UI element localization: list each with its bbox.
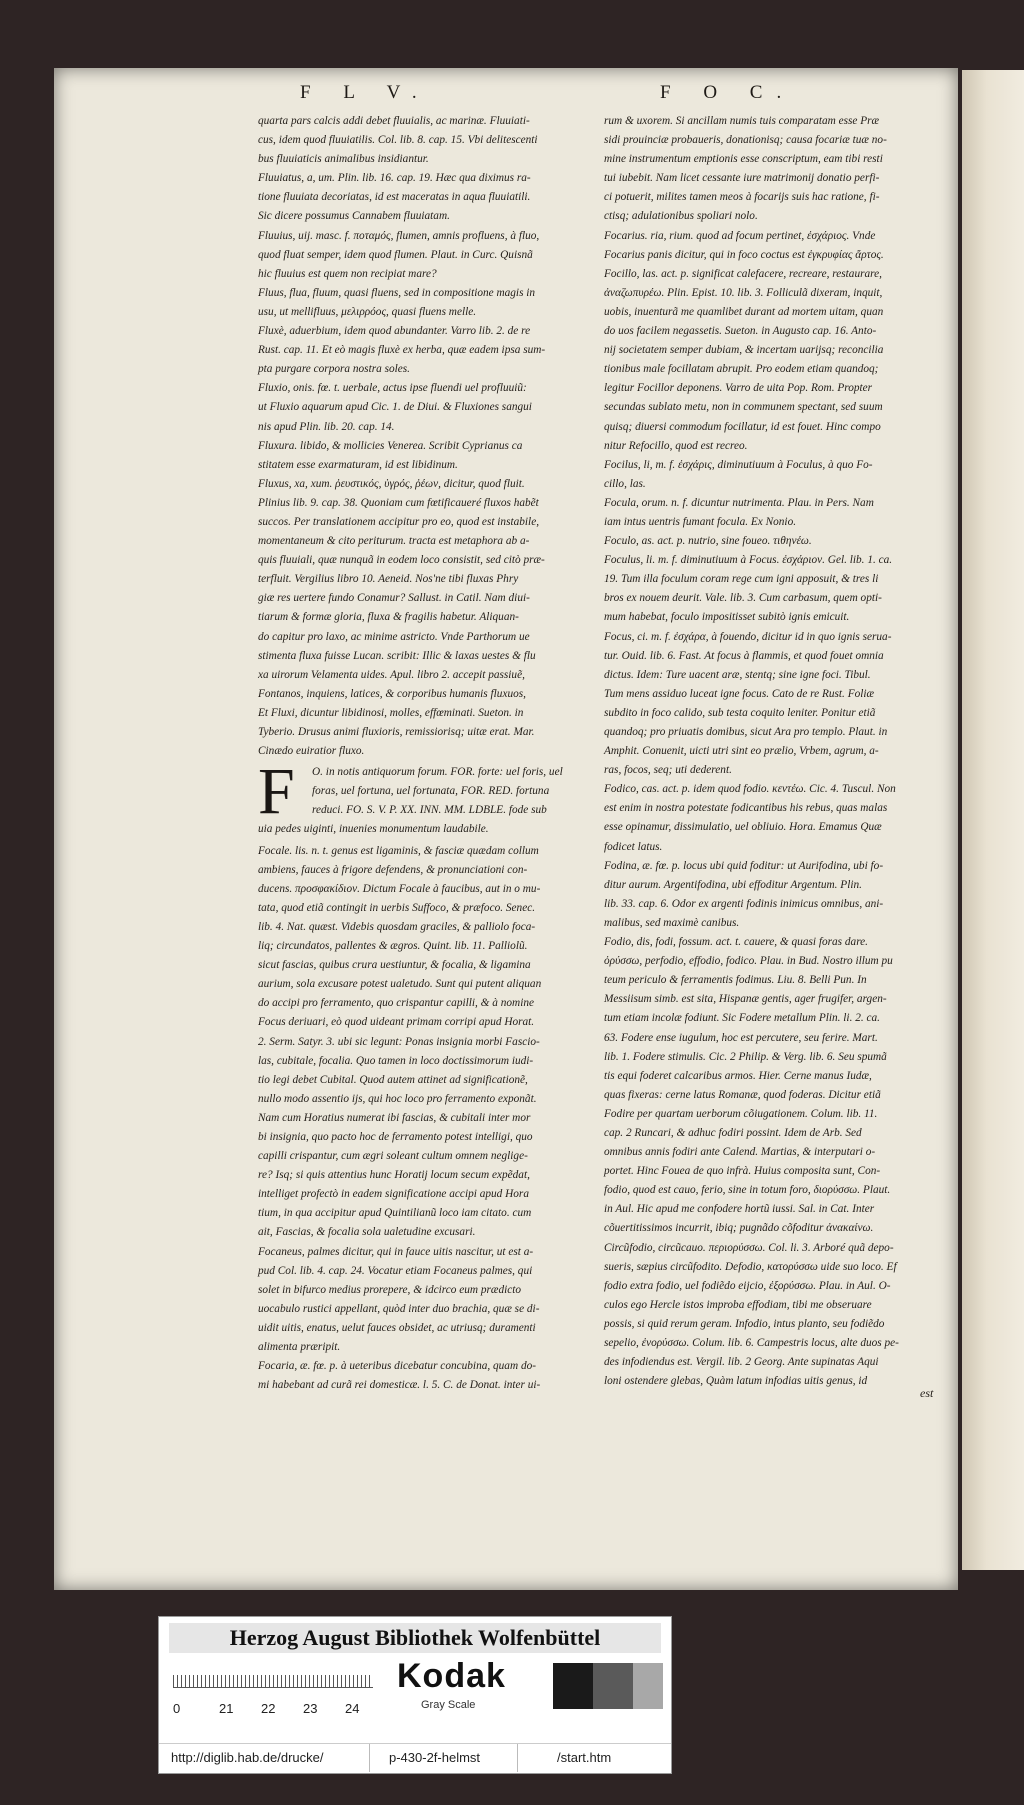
text-line: ait, Fascias, & focalia sola ualetudine excusari. [258,1226,476,1239]
text-line: mi habebant ad curã rei domesticæ. l. 5. C. de Donat. inter ui- [258,1379,541,1392]
text-line: Focus deriuari, eò quod uideant primam corripi apud Horat. [258,1016,535,1029]
text-line: quis fluuiali, quæ nunquã in eodem loco consistit, sed citò præ- [258,554,545,567]
text-line: ras, focos, seq; uti dederent. [604,764,732,777]
text-line: uia pedes uiginti, inuenies monumentum laudabile. [258,823,489,836]
text-line: intelliget profectò in eadem significatione accipi apud Hora [258,1188,529,1201]
text-line: Fluxè, aduerbium, idem quod abundanter. Varro lib. 2. de re [258,325,531,338]
shelfmark: p-430-2f-helmst [389,1750,481,1765]
initial-f-block [258,755,620,839]
drop-cap-initial: F [258,755,295,829]
text-line: pud Col. lib. 4. cap. 24. Vocatur etiam Focaneus palmes, qui [258,1264,533,1277]
text-line: Circũfodio, circũcauo. περιορύσσω. Col. li. 3. Arboré quã depo- [604,1241,894,1254]
footer-divider [369,1744,370,1772]
text-line: ducens. προσφακίδιον. Dictum Focale à faucibus, aut in o mu- [258,882,541,895]
card-footer [159,1743,671,1772]
text-line: xa uirorum Velamenta uides. Apul. libro 2. accepit passiuẽ, [258,668,525,681]
text-line: possis, si quid rerum geram. Infodio, intus planto, seu fodiẽdo [604,1317,885,1330]
scale-ruler [173,1661,373,1688]
text-line: tio legi debet Cubital. Quod autem attinet ad significationẽ, [258,1073,528,1086]
text-line: usu, ut mellifluus, μελιρρόος, quasi fluens melle. [258,305,477,318]
text-line: Fluxus, xa, xum. ῥευστικός, ὑγρός, ῥέων, dicitur, quod fluit. [258,477,525,490]
text-line: teum periculo & ferramentis fodimus. Liu. 8. Belli Pun. In [604,974,867,987]
text-line: Fontanos, inquiens, latices, & corporibus humanis fluxuos, [258,687,526,700]
text-line: hic fluuius est quem non recipiat mare? [258,267,437,280]
text-line: momentaneum & cito periturum. tracta est metaphora ab a- [258,535,530,548]
text-line: Tum mens assiduo luceat igne focus. Cato de re Rust. Foliæ [604,687,875,700]
text-line: loni ostendere glebas, Quàm latum infodias uitis genus, id [604,1375,868,1388]
text-line: stimenta fluxa fuisse Lucan. scribit: Illic & laxas uestes & flu [258,649,536,662]
text-line: uocabulo rustici appellant, quòd inter duo brachia, quæ se di- [258,1302,540,1315]
text-line: tione fluuiata decoriatas, id est maceratas in aqua fluuiatili. [258,191,531,204]
text-line: O. in notis antiquorum forum. FOR. forte: uel foris, uel [312,766,563,779]
text-line: pta purgare corpora nostra soles. [258,363,410,376]
kodak-logo: Kodak [397,1657,506,1695]
gray-swatch [633,1663,663,1709]
text-line: do capitur pro laxo, ac minime astricto. Vnde Parthorum ue [258,630,530,643]
text-line: lib. 1. Fodere stimulis. Cic. 2 Philip. & Verg. lib. 6. Seu spumã [604,1050,887,1063]
text-line: quisq; diuersi commodum focillatur, id est fouet. Hinc compo [604,420,881,433]
initial-block-lines [258,755,620,839]
text-line: 19. Tum illa foculum coram rege cum igni apposuit, & tres li [604,573,879,586]
text-line: solet in bifurco medius prorepere, & idcirco eum prædicto [258,1283,522,1296]
text-line: ci potuerit, milites tamen meos à focarijs suis hac ratione, fi- [604,191,880,204]
text-line: dictus. Idem: Ture uacent aræ, stentq; sine igne foci. Tibul. [604,668,871,681]
text-line: Fodina, æ. fœ. p. locus ubi quid foditur: ut Aurifodina, ubi fo- [604,859,884,872]
text-line: succos. Per translationem accipitur pro eo, quod est instabile, [258,515,540,528]
text-line: malibus, sed maximè canibus. [604,916,740,929]
text-line: Focus, ci. m. f. ἐσχάρα, à fouendo, dicitur id in quo ignis serua- [604,630,892,643]
left-column-lines [258,112,620,761]
text-line: ditur aurum. Argentifodina, ubi effoditur Argentum. Plin. [604,878,862,891]
running-header-left: F L V. [300,82,431,103]
gray-swatch [593,1663,633,1709]
text-line: lib. 4. Nat. quæst. Videbis quosdam graciles, & palliolo foca- [258,920,536,933]
text-line: in Aul. Hic apud me confodere hortũ iussi. Sal. in Cat. Inter [604,1203,875,1216]
adjacent-page-edge [962,70,1024,1570]
text-line: Tyberio. Drusus animi fluxioris, remissiorisq; uitæ erat. Mar. [258,726,535,738]
text-line: Cinædo euiratior fluxo. [258,745,365,758]
ruler-number: 23 [303,1701,318,1716]
text-line: do uos facilem negassetis. Sueton. in Augusto cap. 16. Anto- [604,325,877,338]
text-line: mine instrumentum emptionis esse conscriptum, eam tibi resti [604,153,883,166]
text-line: tum etiam incolæ fodiunt. Sic Fodere metallum Plin. li. 2. ca. [604,1012,881,1025]
text-line: nullo modo assentio ijs, qui hoc loco pro ferramento exponãt. [258,1092,537,1105]
library-title: Herzog August Bibliothek Wolfenbüttel [169,1623,661,1653]
text-line: cus, idem quod fluuiatilis. Col. lib. 8. cap. 15. Vbi delitescenti [258,134,538,147]
library-url: http://diglib.hab.de/drucke/ [171,1750,324,1765]
gray-scale-label: Gray Scale [421,1699,476,1711]
footer-divider [517,1744,518,1772]
ruler-number: 22 [261,1701,276,1716]
start-page: /start.htm [557,1750,612,1765]
text-line: lib. 33. cap. 6. Odor ex argenti fodinis inimicus omnibus, ani- [604,897,884,910]
text-line: Fodire per quartam uerborum cõiugationem. Colum. lib. 11. [604,1107,878,1120]
text-line: Fluuius, uij. masc. f. ποταμός, flumen, amnis profluens, à fluo, [258,229,540,242]
text-line: sueris, sæpius circũfodito. Defodio, κατορύσσω uide suo loco. Ef [604,1260,897,1273]
right-column [604,112,966,1391]
text-line: liq; circundatos, pallentes & ægros. Quint. lib. 11. Palliolũ. [258,940,528,953]
text-line: bus fluuiaticis animalibus insidiantur. [258,153,429,166]
text-line: des infodiendus est. Vergil. lib. 2 Georg. Ante supinatas Aqui [604,1356,879,1369]
text-line: mum habebat, foculo impositisset subitò ignis emicuit. [604,611,850,624]
text-line: Foculus, li. m. f. diminutiuum à Focus. ἐσχάριον. Gel. lib. 1. ca. [604,554,893,567]
text-line: legitur Focillor deponens. Varro de uita Pop. Rom. Propter [604,382,873,395]
text-line: Fluxio, onis. fœ. t. uerbale, actus ipse fluendi uel profluuiũ: [258,382,527,395]
text-line: Focilus, li, m. f. ἐσχάρις, diminutiuum à Foculus, à quo Fo- [604,458,873,471]
text-line: esse opinamur, dissimulatio, uel obliuio. Hora. Emamus Quæ [604,821,882,834]
text-line: stitatem esse exarmaturam, id est libidinum. [258,458,458,471]
text-line: reduci. FO. S. V. P. XX. INN. MM. LDBLE. fode sub [312,804,547,817]
text-line: quas fixeras: cerne latus Romanæ, quod foderas. Dicitur etiã [604,1088,881,1101]
text-line: sidi prouinciæ probaueris, donationisq; causa focariæ tuæ no- [604,134,887,147]
running-header-right: F O C. [660,82,796,103]
text-line: foras, uel fortuna, uel fortunata, FOR. RED. fortuna [312,785,550,798]
text-line: tui iubebit. Nam licet cessante iure matrimonij donatio perfi- [604,172,880,185]
text-line: quod fluat semper, idem quod flumen. Plaut. in Curc. Quisnã [258,248,533,261]
text-line: quandoq; pro priuatis domibus, sicut Ara pro templo. Plaut. in [604,726,888,738]
text-line: ut Fluxio aquarum apud Cic. 1. de Diui. & Fluxiones sangui [258,401,532,414]
text-line: cap. 2 Runcari, & adhuc fodiri possint. Idem de Arb. Sed [604,1126,862,1139]
text-line: ctisq; adulationibus spoliari nolo. [604,210,758,223]
text-line: sepelio, ἐνορύσσω. Colum. lib. 6. Campestris locus, alte duos pe- [604,1337,899,1349]
left-column-lines-after [258,842,620,1396]
text-line: tionibus male focillatam abrupit. Pro eodem etiam quandoq; [604,363,879,376]
text-line: fodio, quod est cauo, ferio, sine in totum foro, διορύσσω. Plaut. [604,1184,891,1197]
catchword: est [920,1386,934,1400]
text-line: Fluxura. libido, & mollicies Venerea. Scribit Cyprianus ca [258,439,523,452]
left-column [258,112,620,1395]
ruler-number: 0 [173,1701,181,1716]
right-column-lines [604,112,966,1391]
ruler-number: 24 [345,1701,360,1716]
text-line: uidit uitis, enatus, uelut fauces obsidet, ac utriusq; duramenti [258,1321,536,1334]
text-line: Et Fluxi, dicuntur libidinosi, molles, effœminati. Sueton. in [258,706,524,719]
text-line: Messiisum simb. est sita, Hispanæ gentis, ager frugifer, argen- [604,993,887,1006]
gray-swatch [553,1663,593,1709]
text-line: giæ res uertere fundo Conamur? Sallust. in Catil. Nam diui- [258,592,530,605]
text-line: Amphit. Conuenit, uicti utri sint eo prælio, Vrbem, agrum, a- [604,745,879,758]
text-line: tiarum & formæ gloria, fluxa & fragilis habetur. Aliquan- [258,611,519,624]
text-line: Nam cum Horatius numerat ibi fascias, & cubitali inter mor [258,1111,531,1124]
text-line: ἀναζωπυρέω. Plin. Epist. 10. lib. 3. Folliculã dixeram, inquit, [604,286,883,299]
text-line: ambiens, fauces à frigore defendens, & pronunciationi con- [258,863,528,876]
text-line: Plinius lib. 9. cap. 38. Quoniam cum fœtificaueré fluxos habẽt [258,496,539,509]
text-line: do accipi pro ferramento, quo crispantur capilli, & à nomine [258,997,535,1010]
text-line: Fodio, dis, fodi, fossum. act. t. cauere, & quasi foras dare. [604,936,869,949]
text-line: omnibus annis fodiri ante Calend. Martias, & interputari o- [604,1146,876,1159]
text-line: quarta pars calcis addi debet fluuialis, ac marinæ. Fluuiati- [258,115,530,127]
text-line: cõuertitissimos incurrit, ibiq; pugnãdo cõfoditur ἀνακαίνω. [604,1222,874,1235]
text-line: re? Isq; si quis attentius hunc Horatij locum secum expẽdat, [258,1169,530,1182]
text-line: Focaneus, palmes dicitur, qui in fauce uitis nascitur, ut est a- [258,1245,534,1258]
text-line: aurium, sola excusare potest ualetudo. Sunt qui putent aliquan [258,978,542,991]
text-line: tata, quod etiã contingit in uerbis Suffoco, & præfoco. Senec. [258,901,536,914]
text-line: culos ego Hercle istos improba effodiam, tibi me obseruare [604,1298,872,1311]
text-line: Fluus, flua, fluum, quasi fluens, sed in compositione magis in [258,286,536,299]
text-line: Focula, orum. n. f. dicuntur nutrimenta. Plau. in Pers. Nam [604,496,874,509]
text-line: ὀρύσσω, perfodio, effodio, fodico. Plau. in Bud. Nostro illum pu [604,955,893,968]
text-line: capilli crispantur, cum ægri soleant cultum omnem neglige- [258,1150,528,1163]
text-line: Focillo, las. act. p. significat calefacere, recreare, restaurare, [604,267,882,280]
text-line: bi insignia, quo pacto hoc de ferramento potest intelligi, quo [258,1130,533,1143]
text-line: Focale. lis. n. t. genus est ligaminis, & fasciæ quædam collum [258,844,539,857]
text-line: tur. Ouid. lib. 6. Fast. At focus à flammis, et quod fouet omnia [604,649,884,662]
text-line: rum & uxorem. Si ancillam numis tuis comparatam esse Præ [604,115,880,127]
text-line: Fodico, cas. act. p. idem quod fodio. κεντέω. Cic. 4. Tuscul. Non [604,783,896,796]
text-line: las, cubitale, focalia. Quo tamen in loco doctissimorum iudi- [258,1054,534,1067]
text-line: nis apud Plin. lib. 20. cap. 14. [258,420,395,433]
text-line: Focaria, æ. fœ. p. à ueteribus dicebatur concubina, quam do- [258,1360,536,1373]
text-line: subdito in foco calido, sub testa coquito leniter. Ponitur etiã [604,706,876,719]
text-line: nij societatem semper dubiam, & incertam uarijsq; reconcilia [604,344,884,357]
text-line: terfluit. Vergilius libro 10. Aeneid. Nos'ne tibi fluxas Phry [258,573,519,586]
library-target-card [158,1616,672,1774]
text-line: nitur Refocillo, quod est recreo. [604,439,748,452]
text-line: tium, in qua accipitur apud Quintilianũ loco iam citato. cum [258,1207,532,1220]
text-line: secundas sublato metu, non in communem spectant, sed suum [604,401,883,414]
text-line: fodicet latus. [604,840,663,853]
text-line: cillo, las. [604,477,646,490]
text-line: alimenta præripit. [258,1341,341,1353]
text-line: bros ex nouem deurit. Vale. lib. 3. Cum carbasum, quem opti- [604,592,882,605]
text-line: iam intus uentris fumant focula. Ex Nonio. [604,515,797,528]
text-line: uobis, inuenturã me quamlibet durant ad mortem uitam, quan [604,305,884,318]
text-line: Focarius panis dicitur, qui in foco coctus est ἐγκρυφίας ἄρτος. [604,248,884,261]
text-line: tis equi foderet calcaribus armos. Hier. Cerne manus Iudæ, [604,1069,872,1082]
text-line: est enim in nostra potestate fodicantibus his rebus, quas malas [604,802,888,815]
text-line: Focarius. ria, rium. quod ad focum pertinet, ἐσχάριος. Vnde [604,229,876,242]
text-line: 2. Serm. Satyr. 3. ubi sic legunt: Ponas insignia morbi Fascio- [258,1035,540,1048]
text-line: fodio extra fodio, uel fodiẽdo eijcio, ἐξορύσσω. Plau. in Aul. O- [604,1279,891,1292]
ruler-number: 21 [219,1701,234,1716]
text-line: sicut fascias, quibus crura uestiuntur, & focalia, & ligamina [258,959,531,972]
text-line: Fluuiatus, a, um. Plin. lib. 16. cap. 19. Hæc qua diximus ra- [258,172,531,185]
text-line: Rust. cap. 11. Et eò magis fluxè ex herba, quæ eadem ipsa sum- [258,344,546,357]
text-line: portet. Hinc Fouea de quo infrà. Huius composita sunt, Con- [604,1165,881,1178]
text-line: Sic dicere possumus Cannabem fluuiatam. [258,210,450,223]
text-line: 63. Fodere ense iugulum, hoc est percutere, seu ferire. Mart. [604,1031,878,1044]
text-line: Foculo, as. act. p. nutrio, sine foueo. τιθηνέω. [604,535,812,548]
